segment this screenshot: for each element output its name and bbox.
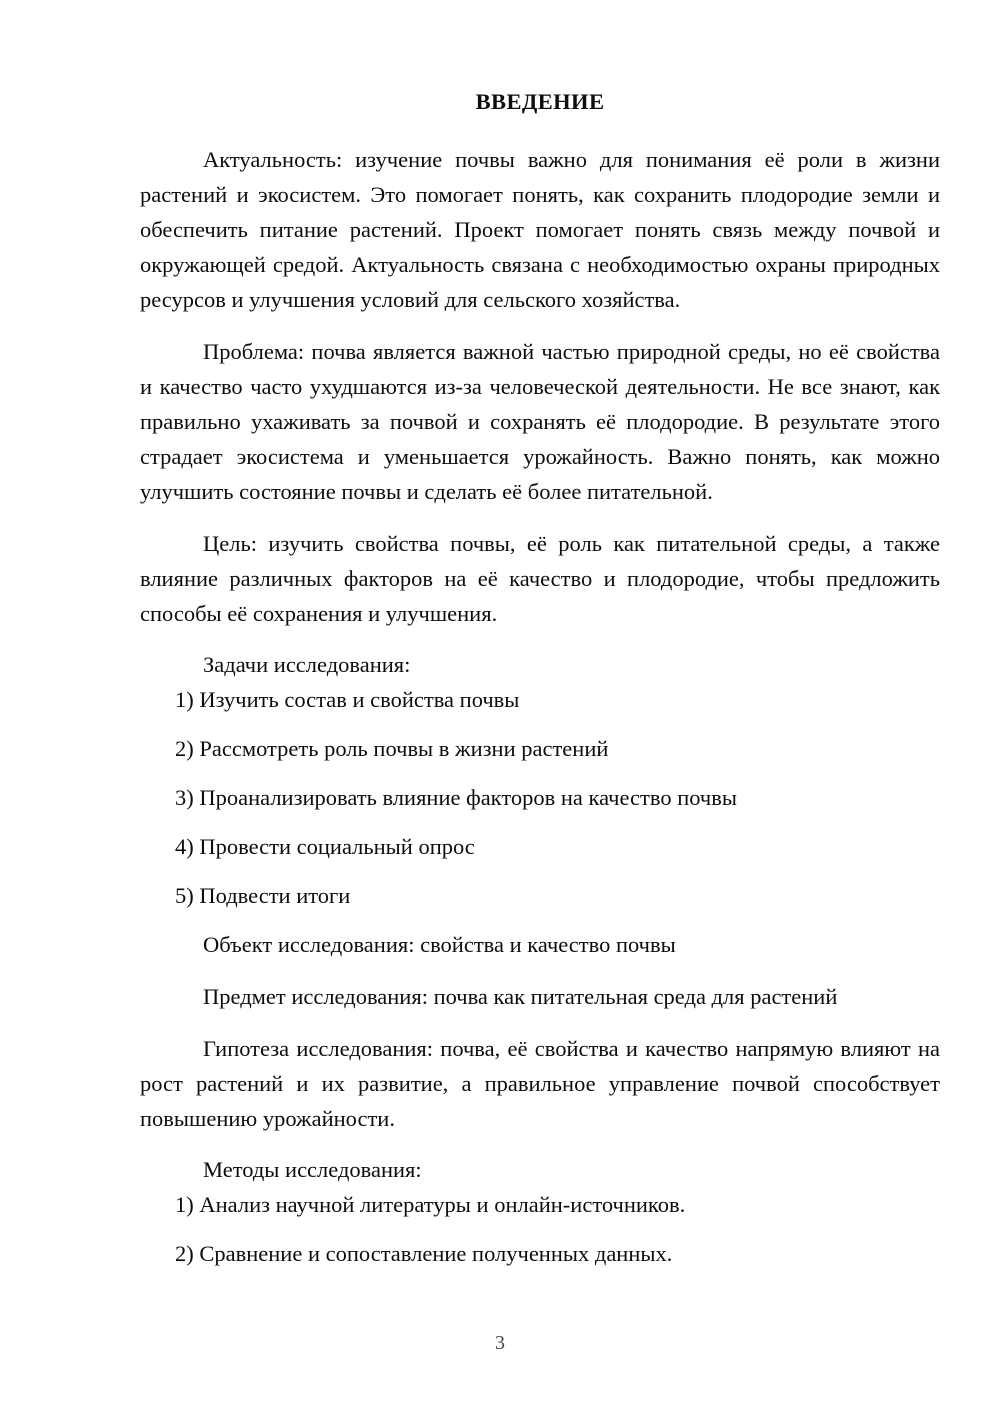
paragraph-hypothesis: Гипотеза исследования: почва, её свойства и качество напрямую влияют на рост растений и их развитие, а правильное управление почвой способствует повышению урожайности. xyxy=(140,1036,940,1132)
paragraph-goal: Цель: изучить свойства почвы, её роль как питательной среды, а также влияние различных факторов на её качество и плодородие, чтобы предложить способы её сохранения и улучшения. xyxy=(140,531,940,627)
document-body xyxy=(140,88,940,1285)
methods-list xyxy=(140,1187,940,1271)
list-item: 4) Провести социальный опрос xyxy=(175,834,475,860)
heading-methods: Методы исследования: xyxy=(203,1157,422,1183)
paragraph-relevance: Актуальность: изучение почвы важно для понимания её роли в жизни растений и экосистем. Это помогает понять, как сохранить плодородие земли и обеспечить питание растений. Проект помогает понять связь между почвой и окружающей средой. Актуальность связана с необходимостью охраны природных ресурсов и улучшения условий для сельского хозяйства. xyxy=(140,147,940,313)
paragraph-object: Объект исследования: свойства и качество почвы xyxy=(203,932,676,958)
page-number: 3 xyxy=(495,1332,505,1354)
list-item: 1) Анализ научной литературы и онлайн-источников. xyxy=(175,1192,686,1218)
heading-tasks: Задачи исследования: xyxy=(203,652,411,678)
tasks-list xyxy=(140,682,940,913)
paragraph-subject: Предмет исследования: почва как питательная среда для растений xyxy=(203,984,838,1010)
list-item: 1) Изучить состав и свойства почвы xyxy=(175,687,520,713)
list-item: 3) Проанализировать влияние факторов на качество почвы xyxy=(175,785,737,811)
paragraph-problem: Проблема: почва является важной частью природной среды, но её свойства и качество часто ухудшаются из-за человеческой деятельности. Не все знают, как правильно ухаживать за почвой и сохранять её плодородие. В результате этого страдает экосистема и уменьшается урожайность. Важно понять, как можно улучшить состояние почвы и сделать её более питательной. xyxy=(140,339,940,505)
list-item: 5) Подвести итоги xyxy=(175,883,351,909)
list-item: 2) Рассмотреть роль почвы в жизни растений xyxy=(175,736,609,762)
page-title: ВВЕДЕНИЕ xyxy=(475,89,605,114)
list-item: 2) Сравнение и сопоставление полученных данных. xyxy=(175,1241,673,1267)
